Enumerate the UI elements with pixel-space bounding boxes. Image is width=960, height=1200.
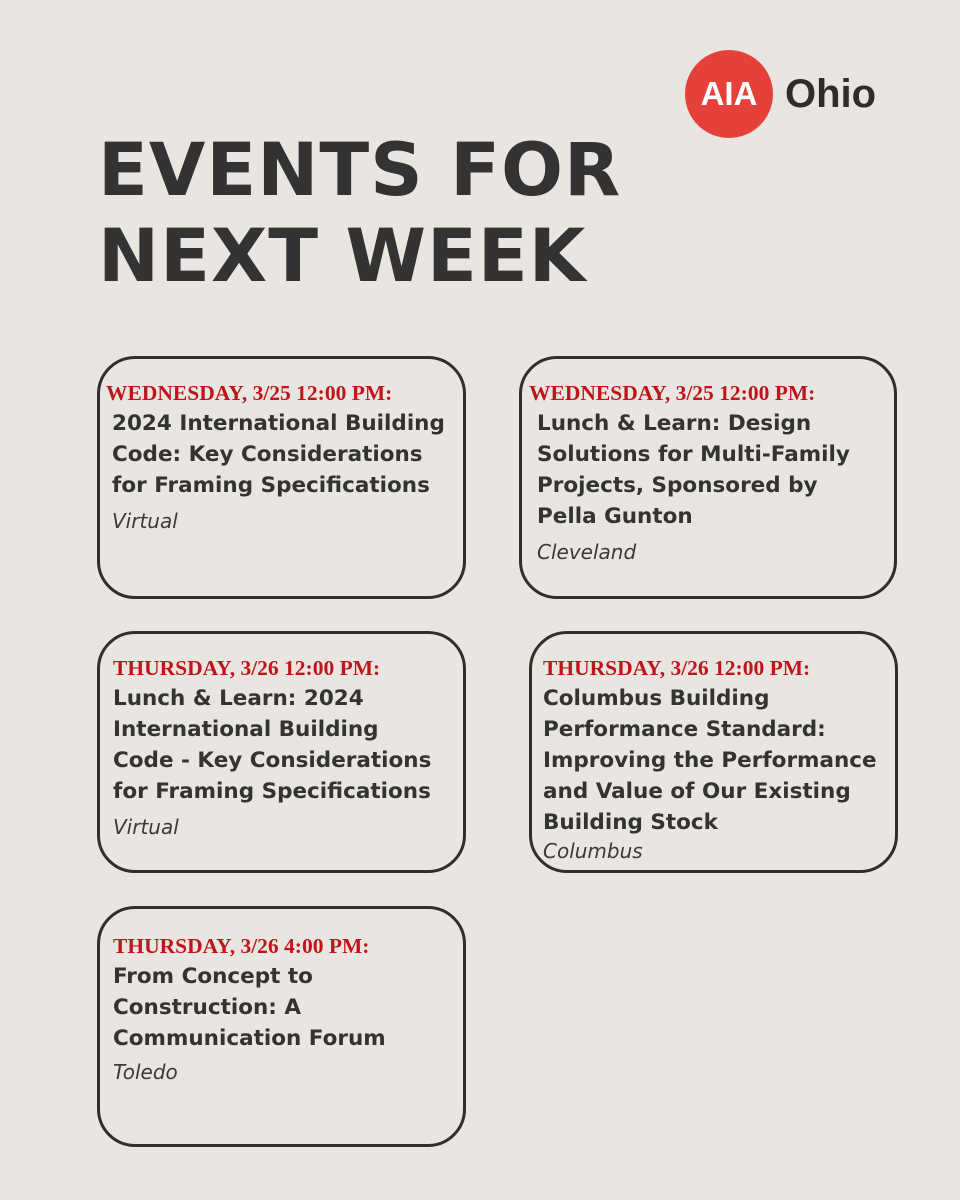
event-location: Virtual	[112, 509, 178, 533]
event-title-line: for Framing Specifications	[112, 473, 430, 498]
event-title-line: Solutions for Multi-Family	[537, 442, 850, 467]
event-datetime: WEDNESDAY, 3/25 12:00 PM:	[529, 381, 816, 405]
aia-logo-badge: AIA	[685, 50, 773, 138]
event-title	[113, 683, 431, 807]
event-location: Columbus	[543, 839, 643, 863]
event-title	[537, 408, 850, 532]
event-card-4	[529, 631, 898, 873]
event-title-line: Communication Forum	[113, 1026, 386, 1051]
event-title-line: International Building	[113, 717, 379, 742]
event-title-line: From Concept to	[113, 964, 313, 989]
event-datetime: THURSDAY, 3/26 12:00 PM:	[113, 656, 381, 680]
event-location: Toledo	[113, 1060, 178, 1084]
event-title-line: Code: Key Considerations	[112, 442, 423, 467]
event-title-line: 2024 International Building	[112, 411, 445, 436]
event-title-line: Projects, Sponsored by	[537, 473, 818, 498]
event-location: Cleveland	[537, 540, 637, 564]
event-card-1	[97, 356, 466, 599]
event-title-line: Lunch & Learn: Design	[537, 411, 812, 436]
logo-wordmark: Ohio	[785, 71, 877, 116]
event-title-line: Performance Standard:	[543, 717, 826, 742]
title-line-1: EVENTS FOR	[98, 128, 622, 213]
event-title-line: and Value of Our Existing	[543, 779, 851, 804]
event-title-line: Building Stock	[543, 810, 718, 835]
event-title-line: Pella Gunton	[537, 504, 693, 529]
event-title-line: Columbus Building	[543, 686, 770, 711]
event-title-line: Construction: A	[113, 995, 302, 1020]
event-title-line: Lunch & Learn: 2024	[113, 686, 364, 711]
event-datetime: WEDNESDAY, 3/25 12:00 PM:	[106, 381, 393, 405]
event-location: Virtual	[113, 815, 179, 839]
event-title	[113, 961, 386, 1054]
event-title	[112, 408, 445, 501]
event-card-3	[97, 631, 466, 873]
event-datetime: THURSDAY, 3/26 12:00 PM:	[543, 656, 811, 680]
event-datetime: THURSDAY, 3/26 4:00 PM:	[113, 934, 370, 958]
event-card-5	[97, 906, 466, 1147]
event-title-line: Improving the Performance	[543, 748, 877, 773]
event-title-line: Code - Key Considerations	[113, 748, 432, 773]
aia-ohio-logo	[685, 50, 876, 138]
event-title-line: for Framing Specifications	[113, 779, 431, 804]
title-line-2: NEXT WEEK	[98, 214, 587, 299]
event-card-2	[519, 356, 897, 599]
event-title	[543, 683, 877, 838]
page-title	[98, 128, 621, 300]
